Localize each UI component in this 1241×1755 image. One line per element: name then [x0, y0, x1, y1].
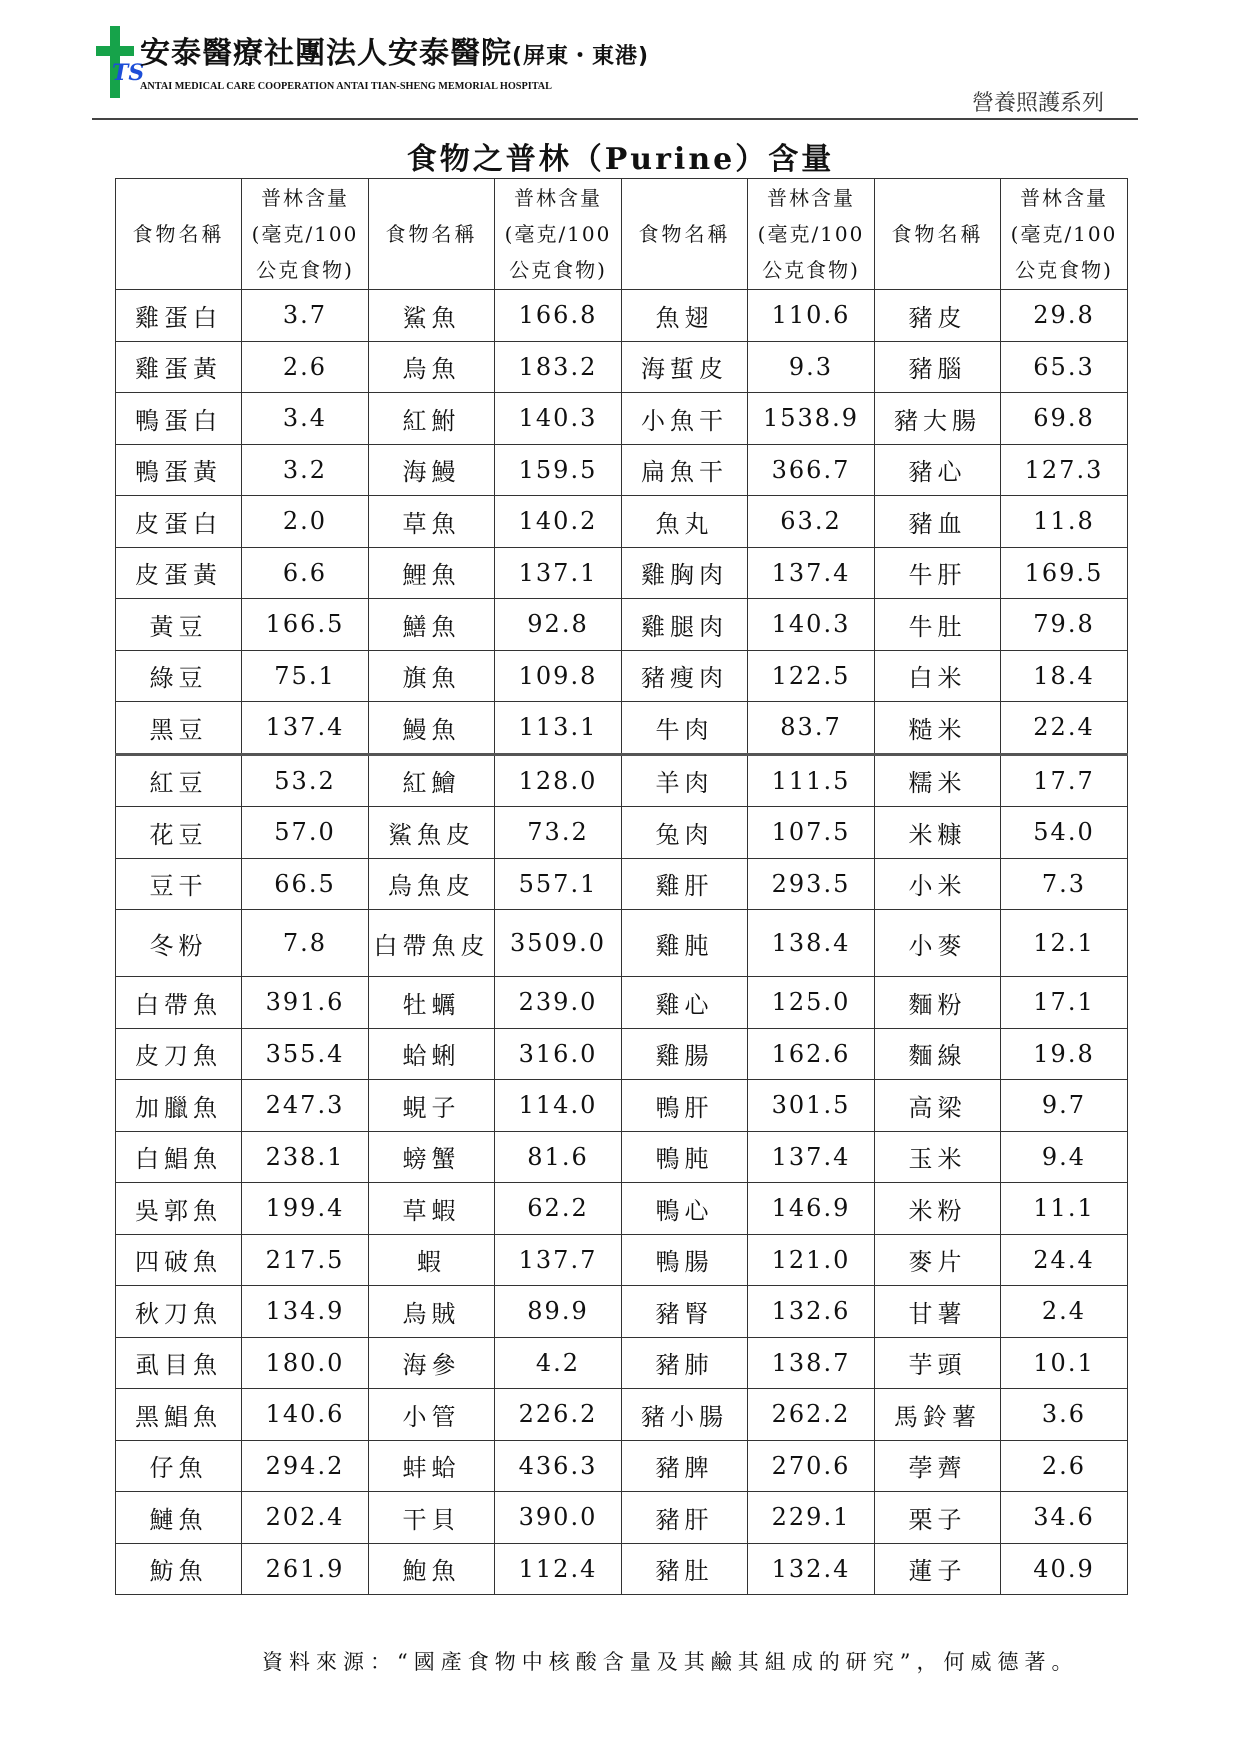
- table-row: [116, 1234, 1128, 1286]
- column-header-line: 普林含量: [1020, 186, 1108, 210]
- food-name-cell: 仔魚: [116, 1440, 242, 1492]
- purine-value-cell: 239.0: [495, 977, 622, 1029]
- food-name-cell: 魚翅: [622, 290, 748, 342]
- purine-value-cell: 22.4: [1001, 702, 1128, 755]
- food-name-cell: 黃豆: [116, 599, 242, 651]
- food-name-cell: 玉米: [875, 1131, 1001, 1183]
- food-name-cell: 烏魚皮: [369, 858, 495, 910]
- purine-value-cell: 75.1: [242, 650, 369, 702]
- purine-value-cell: 121.0: [748, 1234, 875, 1286]
- purine-value-cell: 9.7: [1001, 1080, 1128, 1132]
- purine-value-cell: 11.1: [1001, 1183, 1128, 1235]
- purine-value-cell: 40.9: [1001, 1543, 1128, 1595]
- purine-value-cell: 53.2: [242, 754, 369, 807]
- table-row: [116, 393, 1128, 445]
- food-name-cell: 鱔魚: [369, 599, 495, 651]
- purine-value-cell: 159.5: [495, 444, 622, 496]
- food-name-cell: 蚌蛤: [369, 1440, 495, 1492]
- purine-value-cell: 65.3: [1001, 341, 1128, 393]
- food-name-cell: 鯊魚: [369, 290, 495, 342]
- purine-value-cell: 110.6: [748, 290, 875, 342]
- purine-value-cell: 294.2: [242, 1440, 369, 1492]
- purine-value-cell: 262.2: [748, 1389, 875, 1441]
- food-name-cell: 冬粉: [116, 910, 242, 977]
- food-name-cell: 豬肺: [622, 1337, 748, 1389]
- food-name-cell: 麵粉: [875, 977, 1001, 1029]
- purine-value-cell: 137.4: [242, 702, 369, 755]
- series-label: 營養照護系列: [972, 91, 1105, 116]
- purine-value-cell: 390.0: [495, 1492, 622, 1544]
- purine-value-cell: 183.2: [495, 341, 622, 393]
- purine-value-cell: 63.2: [748, 496, 875, 548]
- purine-value-cell: 113.1: [495, 702, 622, 755]
- food-name-cell: 糯米: [875, 754, 1001, 807]
- food-name-cell: 扁魚干: [622, 444, 748, 496]
- food-name-cell: 麵線: [875, 1028, 1001, 1080]
- food-name-cell: 豬腎: [622, 1286, 748, 1338]
- purine-value-cell: 19.8: [1001, 1028, 1128, 1080]
- food-name-cell: 豆干: [116, 858, 242, 910]
- purine-value-cell: 166.5: [242, 599, 369, 651]
- purine-value-cell: 247.3: [242, 1080, 369, 1132]
- food-name-cell: 雞蛋黃: [116, 341, 242, 393]
- food-name-cell: 吳郭魚: [116, 1183, 242, 1235]
- purine-value-cell: 34.6: [1001, 1492, 1128, 1544]
- table-row: [116, 599, 1128, 651]
- purine-value-cell: 57.0: [242, 807, 369, 859]
- purine-value-cell: 89.9: [495, 1286, 622, 1338]
- column-header-line: (毫克/100: [757, 222, 865, 246]
- purine-value-cell: 54.0: [1001, 807, 1128, 859]
- food-name-cell: 小魚干: [622, 393, 748, 445]
- food-name-cell: 黑鯧魚: [116, 1389, 242, 1441]
- column-header-purine-amount: [1001, 179, 1128, 290]
- purine-value-cell: 132.6: [748, 1286, 875, 1338]
- table-row: [116, 1440, 1128, 1492]
- food-name-cell: 豬小腸: [622, 1389, 748, 1441]
- table-row: [116, 650, 1128, 702]
- food-name-cell: 豬肝: [622, 1492, 748, 1544]
- food-name-cell: 烏魚: [369, 341, 495, 393]
- table-row: [116, 1492, 1128, 1544]
- food-name-cell: 雞蛋白: [116, 290, 242, 342]
- purine-value-cell: 3.6: [1001, 1389, 1128, 1441]
- purine-value-cell: 127.3: [1001, 444, 1128, 496]
- food-name-cell: 豬腦: [875, 341, 1001, 393]
- purine-value-cell: 199.4: [242, 1183, 369, 1235]
- purine-value-cell: 4.2: [495, 1337, 622, 1389]
- food-name-cell: 皮刀魚: [116, 1028, 242, 1080]
- purine-value-cell: 3509.0: [495, 910, 622, 977]
- food-name-cell: 海蜇皮: [622, 341, 748, 393]
- food-name-cell: 花豆: [116, 807, 242, 859]
- food-name-cell: 海鰻: [369, 444, 495, 496]
- purine-value-cell: 10.1: [1001, 1337, 1128, 1389]
- food-name-cell: 鴨腸: [622, 1234, 748, 1286]
- purine-value-cell: 162.6: [748, 1028, 875, 1080]
- food-name-cell: 兔肉: [622, 807, 748, 859]
- table-row: [116, 444, 1128, 496]
- purine-value-cell: 229.1: [748, 1492, 875, 1544]
- purine-value-cell: 166.8: [495, 290, 622, 342]
- food-name-cell: 米糠: [875, 807, 1001, 859]
- purine-value-cell: 111.5: [748, 754, 875, 807]
- column-header-line: (毫克/100: [1010, 222, 1118, 246]
- food-name-cell: 甘薯: [875, 1286, 1001, 1338]
- column-header-line: 公克食物): [256, 258, 354, 282]
- purine-value-cell: 112.4: [495, 1543, 622, 1595]
- table-row: [116, 1389, 1128, 1441]
- food-name-cell: 羊肉: [622, 754, 748, 807]
- food-name-cell: 綠豆: [116, 650, 242, 702]
- purine-value-cell: 140.6: [242, 1389, 369, 1441]
- purine-value-cell: 2.0: [242, 496, 369, 548]
- food-name-cell: 豬血: [875, 496, 1001, 548]
- food-name-cell: 鴨蛋黃: [116, 444, 242, 496]
- food-name-cell: 海參: [369, 1337, 495, 1389]
- purine-value-cell: 366.7: [748, 444, 875, 496]
- column-header-purine-amount: [748, 179, 875, 290]
- purine-value-cell: 17.7: [1001, 754, 1128, 807]
- purine-value-cell: 7.8: [242, 910, 369, 977]
- food-name-cell: 黑豆: [116, 702, 242, 755]
- purine-value-cell: 24.4: [1001, 1234, 1128, 1286]
- purine-value-cell: 169.5: [1001, 547, 1128, 599]
- food-name-cell: 四破魚: [116, 1234, 242, 1286]
- column-header-line: 普林含量: [514, 186, 602, 210]
- table-row: [116, 496, 1128, 548]
- purine-value-cell: 29.8: [1001, 290, 1128, 342]
- purine-value-cell: 2.4: [1001, 1286, 1128, 1338]
- food-name-cell: 秋刀魚: [116, 1286, 242, 1338]
- purine-value-cell: 137.4: [748, 547, 875, 599]
- purine-value-cell: 316.0: [495, 1028, 622, 1080]
- purine-value-cell: 261.9: [242, 1543, 369, 1595]
- food-name-cell: 小管: [369, 1389, 495, 1441]
- hospital-name: [140, 28, 649, 72]
- purine-value-cell: 138.7: [748, 1337, 875, 1389]
- food-name-cell: 皮蛋白: [116, 496, 242, 548]
- food-name-cell: 雞胸肉: [622, 547, 748, 599]
- purine-value-cell: 137.1: [495, 547, 622, 599]
- food-name-cell: 豬皮: [875, 290, 1001, 342]
- purine-value-cell: 92.8: [495, 599, 622, 651]
- table-row: [116, 910, 1128, 977]
- food-name-cell: 牛肉: [622, 702, 748, 755]
- column-header-food-name: 食物名稱: [116, 179, 242, 290]
- table-row: [116, 547, 1128, 599]
- food-name-cell: 草魚: [369, 496, 495, 548]
- column-header-food-name: 食物名稱: [875, 179, 1001, 290]
- column-header-purine-amount: [495, 179, 622, 290]
- food-name-cell: 白鯧魚: [116, 1131, 242, 1183]
- table-row: [116, 1183, 1128, 1235]
- purine-value-cell: 6.6: [242, 547, 369, 599]
- food-name-cell: 紅鮒: [369, 393, 495, 445]
- food-name-cell: 白帶魚皮: [369, 910, 495, 977]
- column-header-line: 公克食物): [762, 258, 860, 282]
- food-name-cell: 鴨肫: [622, 1131, 748, 1183]
- column-header-line: 公克食物): [1015, 258, 1113, 282]
- purine-value-cell: 557.1: [495, 858, 622, 910]
- hospital-english-name: ANTAI MEDICAL CARE COOPERATION ANTAI TIAN-SHENG MEMORIAL HOSPITAL: [140, 80, 553, 92]
- purine-value-cell: 9.3: [748, 341, 875, 393]
- header-divider: [92, 118, 1138, 120]
- column-header-line: (毫克/100: [251, 222, 359, 246]
- food-name-cell: 旗魚: [369, 650, 495, 702]
- purine-value-cell: 3.2: [242, 444, 369, 496]
- purine-value-cell: 138.4: [748, 910, 875, 977]
- food-name-cell: 紅鱠: [369, 754, 495, 807]
- purine-value-cell: 79.8: [1001, 599, 1128, 651]
- food-name-cell: 白帶魚: [116, 977, 242, 1029]
- food-name-cell: 豬瘦肉: [622, 650, 748, 702]
- food-name-cell: 白米: [875, 650, 1001, 702]
- purine-value-cell: 69.8: [1001, 393, 1128, 445]
- purine-value-cell: 226.2: [495, 1389, 622, 1441]
- table-row: [116, 702, 1128, 755]
- food-name-cell: 豬脾: [622, 1440, 748, 1492]
- purine-value-cell: 125.0: [748, 977, 875, 1029]
- purine-value-cell: 2.6: [1001, 1440, 1128, 1492]
- purine-value-cell: 73.2: [495, 807, 622, 859]
- table-row: [116, 1028, 1128, 1080]
- food-name-cell: 豬心: [875, 444, 1001, 496]
- food-name-cell: 雞肝: [622, 858, 748, 910]
- food-name-cell: 鯊魚皮: [369, 807, 495, 859]
- purine-value-cell: 66.5: [242, 858, 369, 910]
- purine-value-cell: 238.1: [242, 1131, 369, 1183]
- purine-value-cell: 293.5: [748, 858, 875, 910]
- food-name-cell: 牛肚: [875, 599, 1001, 651]
- column-header-line: 普林含量: [767, 186, 855, 210]
- purine-value-cell: 301.5: [748, 1080, 875, 1132]
- food-name-cell: 糙米: [875, 702, 1001, 755]
- food-name-cell: 皮蛋黃: [116, 547, 242, 599]
- food-name-cell: 雞心: [622, 977, 748, 1029]
- purine-value-cell: 122.5: [748, 650, 875, 702]
- purine-value-cell: 140.3: [748, 599, 875, 651]
- food-name-cell: 魴魚: [116, 1543, 242, 1595]
- purine-value-cell: 137.7: [495, 1234, 622, 1286]
- hospital-name-text: 安泰醫療社團法人安泰醫院: [140, 36, 512, 71]
- food-name-cell: 紅豆: [116, 754, 242, 807]
- purine-value-cell: 12.1: [1001, 910, 1128, 977]
- purine-value-cell: 132.4: [748, 1543, 875, 1595]
- purine-value-cell: 83.7: [748, 702, 875, 755]
- column-header-food-name: 食物名稱: [622, 179, 748, 290]
- purine-value-cell: 128.0: [495, 754, 622, 807]
- purine-value-cell: 202.4: [242, 1492, 369, 1544]
- food-name-cell: 小麥: [875, 910, 1001, 977]
- purine-value-cell: 62.2: [495, 1183, 622, 1235]
- purine-value-cell: 107.5: [748, 807, 875, 859]
- food-name-cell: 米粉: [875, 1183, 1001, 1235]
- table-row: [116, 341, 1128, 393]
- food-name-cell: 魚丸: [622, 496, 748, 548]
- table-body: [116, 290, 1128, 1595]
- column-header-line: (毫克/100: [504, 222, 612, 246]
- purine-value-cell: 355.4: [242, 1028, 369, 1080]
- purine-value-cell: 7.3: [1001, 858, 1128, 910]
- table-row: [116, 1337, 1128, 1389]
- purine-value-cell: 18.4: [1001, 650, 1128, 702]
- food-name-cell: 草蝦: [369, 1183, 495, 1235]
- purine-value-cell: 109.8: [495, 650, 622, 702]
- food-name-cell: 雞腸: [622, 1028, 748, 1080]
- food-name-cell: 豬大腸: [875, 393, 1001, 445]
- purine-value-cell: 270.6: [748, 1440, 875, 1492]
- purine-value-cell: 436.3: [495, 1440, 622, 1492]
- table-row: [116, 1131, 1128, 1183]
- table-row: [116, 1543, 1128, 1595]
- column-header-food-name: 食物名稱: [369, 179, 495, 290]
- food-name-cell: 鰻魚: [369, 702, 495, 755]
- food-name-cell: 豬肚: [622, 1543, 748, 1595]
- purine-value-cell: 391.6: [242, 977, 369, 1029]
- table-header-row: [116, 179, 1128, 290]
- table-row: [116, 977, 1128, 1029]
- food-name-cell: 蜆子: [369, 1080, 495, 1132]
- purine-value-cell: 1538.9: [748, 393, 875, 445]
- source-citation: 資料來源：“國產食物中核酸含量及其鹼其組成的研究”，何威德著。: [262, 1650, 1079, 1674]
- purine-value-cell: 9.4: [1001, 1131, 1128, 1183]
- table-row: [116, 807, 1128, 859]
- food-name-cell: 荸薺: [875, 1440, 1001, 1492]
- food-name-cell: 鴨心: [622, 1183, 748, 1235]
- column-header-purine-amount: [242, 179, 369, 290]
- purine-value-cell: 134.9: [242, 1286, 369, 1338]
- food-name-cell: 烏賊: [369, 1286, 495, 1338]
- column-header-line: 普林含量: [261, 186, 349, 210]
- food-name-cell: 小米: [875, 858, 1001, 910]
- food-name-cell: 鯉魚: [369, 547, 495, 599]
- food-name-cell: 牡蠣: [369, 977, 495, 1029]
- purine-value-cell: 11.8: [1001, 496, 1128, 548]
- food-name-cell: 鮑魚: [369, 1543, 495, 1595]
- purine-value-cell: 217.5: [242, 1234, 369, 1286]
- food-name-cell: 鴨蛋白: [116, 393, 242, 445]
- food-name-cell: 蝦: [369, 1234, 495, 1286]
- purine-value-cell: 3.4: [242, 393, 369, 445]
- food-name-cell: 高梁: [875, 1080, 1001, 1132]
- table-row: [116, 290, 1128, 342]
- logo-ts-mark: TS: [112, 60, 145, 86]
- table-row: [116, 754, 1128, 807]
- food-name-cell: 螃蟹: [369, 1131, 495, 1183]
- purine-value-cell: 81.6: [495, 1131, 622, 1183]
- purine-value-cell: 146.9: [748, 1183, 875, 1235]
- page-title: 食物之普林（Purine）含量: [406, 142, 835, 177]
- food-name-cell: 麥片: [875, 1234, 1001, 1286]
- food-name-cell: 虱目魚: [116, 1337, 242, 1389]
- food-name-cell: 鴨肝: [622, 1080, 748, 1132]
- purine-value-cell: 2.6: [242, 341, 369, 393]
- food-name-cell: 加臘魚: [116, 1080, 242, 1132]
- food-name-cell: 雞腿肉: [622, 599, 748, 651]
- food-name-cell: 雞肫: [622, 910, 748, 977]
- purine-value-cell: 3.7: [242, 290, 369, 342]
- table-row: [116, 1286, 1128, 1338]
- purine-value-cell: 114.0: [495, 1080, 622, 1132]
- food-name-cell: 栗子: [875, 1492, 1001, 1544]
- column-header-line: 公克食物): [509, 258, 607, 282]
- hospital-location: (屏東・東港): [512, 44, 650, 69]
- purine-value-cell: 137.4: [748, 1131, 875, 1183]
- food-name-cell: 芋頭: [875, 1337, 1001, 1389]
- table-row: [116, 858, 1128, 910]
- food-name-cell: 蛤蜊: [369, 1028, 495, 1080]
- purine-value-cell: 140.3: [495, 393, 622, 445]
- food-name-cell: 鰱魚: [116, 1492, 242, 1544]
- food-name-cell: 蓮子: [875, 1543, 1001, 1595]
- food-name-cell: 牛肝: [875, 547, 1001, 599]
- purine-value-cell: 180.0: [242, 1337, 369, 1389]
- purine-value-cell: 140.2: [495, 496, 622, 548]
- purine-value-cell: 17.1: [1001, 977, 1128, 1029]
- food-name-cell: 馬鈴薯: [875, 1389, 1001, 1441]
- table-row: [116, 1080, 1128, 1132]
- purine-table: [115, 178, 1128, 1595]
- food-name-cell: 干貝: [369, 1492, 495, 1544]
